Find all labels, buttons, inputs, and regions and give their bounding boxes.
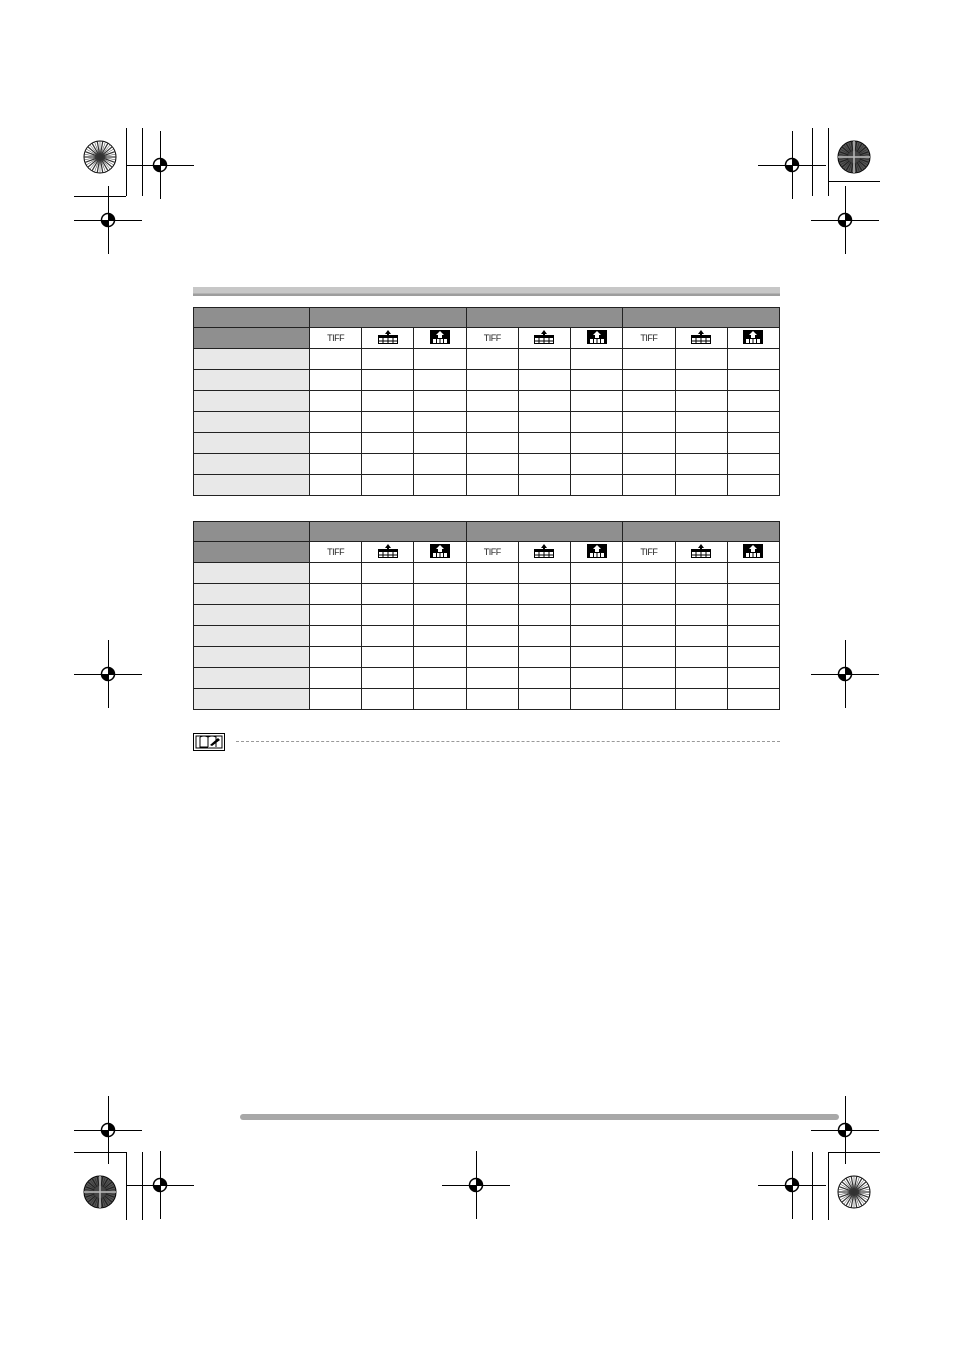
table-cell [414,563,466,584]
corner-cell [194,522,310,542]
table-cell [675,454,727,475]
table-cell [518,370,570,391]
table-cell [466,391,518,412]
table-mode-header-row [194,328,780,349]
table-cell [466,412,518,433]
table-mode-header-row [194,542,780,563]
table-cell [310,433,362,454]
table-cell [310,584,362,605]
fine-quality-icon [675,542,727,563]
row-header-cell [194,584,310,605]
row-header-cell [194,647,310,668]
table-cell [518,433,570,454]
table-cell [571,475,623,496]
table-cell [623,349,675,370]
crop-line [108,640,109,708]
row-header-cell [194,454,310,475]
crop-line [792,1151,793,1219]
group-header-cell [623,522,780,542]
table-cell [571,584,623,605]
crop-line [108,1096,109,1164]
table-cell [518,349,570,370]
table-cell [571,433,623,454]
table-cell [571,668,623,689]
table-cell [466,433,518,454]
table-cell [675,605,727,626]
crop-line [126,128,127,196]
table-cell [675,391,727,412]
table-cell [623,454,675,475]
tiff-icon [310,328,362,349]
table-cell [571,370,623,391]
tiff-icon [310,542,362,563]
table-cell [675,647,727,668]
table-cell [466,626,518,647]
table-cell [571,391,623,412]
tiff-icon [466,328,518,349]
table-cell [310,391,362,412]
table-cell [727,412,779,433]
tiff-label: TIFF [483,547,501,557]
table-cell [362,391,414,412]
crop-line [828,1152,829,1220]
table-cell [362,626,414,647]
table-cell [466,605,518,626]
table-cell [727,668,779,689]
table-cell [310,626,362,647]
table-cell [414,647,466,668]
tiff-icon [466,542,518,563]
table-row [194,454,780,475]
table-cell [414,391,466,412]
table-cell [362,349,414,370]
table-cell [518,647,570,668]
standard-quality-icon [727,328,779,349]
table-cell [623,391,675,412]
row-header-cell [194,412,310,433]
table-cell [571,412,623,433]
table-row [194,349,780,370]
table-cell [518,626,570,647]
row-header-cell [194,391,310,412]
row-header-cell [194,563,310,584]
table-cell [310,647,362,668]
table-cell [414,475,466,496]
table-cell [727,647,779,668]
table-cell [571,647,623,668]
fine-quality-icon [518,328,570,349]
table-row [194,584,780,605]
table-cell [310,370,362,391]
table-cell [727,370,779,391]
row-header-cell [194,349,310,370]
standard-quality-icon [727,542,779,563]
table-cell [518,668,570,689]
group-header-cell [466,522,623,542]
table-cell [675,584,727,605]
table-cell [310,475,362,496]
table-cell [362,370,414,391]
crop-line [160,131,161,199]
table-cell [310,563,362,584]
tiff-label: TIFF [640,333,658,343]
table-cell [675,412,727,433]
table-cell [414,605,466,626]
row-header-cell [194,370,310,391]
row-header-cell [194,433,310,454]
table-row [194,370,780,391]
table-cell [623,475,675,496]
standard-quality-icon [571,542,623,563]
table-cell [310,605,362,626]
table-cell [623,605,675,626]
row-header-cell [194,689,310,710]
table-cell [727,605,779,626]
table-cell [623,626,675,647]
table-cell [414,349,466,370]
table-row [194,626,780,647]
recordable-pictures-table-2 [193,521,780,710]
standard-quality-icon [414,542,466,563]
table-cell [518,689,570,710]
crop-line [142,1152,143,1220]
table-cell [362,647,414,668]
crop-line [828,1152,880,1153]
note-separator [236,741,780,742]
table-cell [675,668,727,689]
table-cell [623,412,675,433]
table-cell [362,412,414,433]
table-cell [466,647,518,668]
table-cell [571,689,623,710]
tiff-icon [623,542,675,563]
color-wheel-icon [837,140,871,174]
table-cell [571,454,623,475]
table-cell [466,563,518,584]
table-cell [675,563,727,584]
table-cell [362,584,414,605]
table-row [194,605,780,626]
table-cell [675,626,727,647]
table-cell [675,370,727,391]
table-cell [518,454,570,475]
table-cell [623,668,675,689]
crop-line [74,196,126,197]
table-cell [518,584,570,605]
table-cell [727,391,779,412]
mode-header-label-cell [194,328,310,349]
crop-line [812,1152,813,1220]
table-cell [727,475,779,496]
section-header-bar [193,287,780,296]
table-cell [362,689,414,710]
table-cell [414,454,466,475]
table-cell [571,349,623,370]
crop-line [812,128,813,196]
table-row [194,689,780,710]
table-cell [623,433,675,454]
tiff-label: TIFF [483,333,501,343]
table-cell [675,689,727,710]
table-cell [310,349,362,370]
table-cell [675,349,727,370]
group-header-cell [310,308,467,328]
crop-line [828,181,880,182]
table-cell [623,647,675,668]
table-cell [727,563,779,584]
recordable-pictures-table-1 [193,307,780,496]
color-wheel-icon [83,140,117,174]
table-cell [414,412,466,433]
table-cell [362,475,414,496]
crop-line [845,186,846,254]
tiff-icon [623,328,675,349]
table-cell [362,454,414,475]
fine-quality-icon [362,328,414,349]
table-cell [466,668,518,689]
standard-quality-icon [414,328,466,349]
note-icon [193,733,225,751]
crop-line [160,1151,161,1219]
table-cell [727,689,779,710]
table-cell [518,412,570,433]
table-cell [414,584,466,605]
table-row [194,563,780,584]
fine-quality-icon [675,328,727,349]
table-cell [466,349,518,370]
table-cell [518,391,570,412]
group-header-cell [466,308,623,328]
table-cell [466,584,518,605]
table-cell [414,433,466,454]
table-cell [362,563,414,584]
table-row [194,391,780,412]
table-cell [310,689,362,710]
table-cell [623,370,675,391]
row-header-cell [194,605,310,626]
table-cell [571,563,623,584]
table-cell [518,563,570,584]
table-cell [414,668,466,689]
table-cell [675,433,727,454]
table-cell [466,689,518,710]
table-cell [466,475,518,496]
table-row [194,412,780,433]
fine-quality-icon [518,542,570,563]
table-cell [727,433,779,454]
crop-line [792,131,793,199]
table-row [194,475,780,496]
table-cell [623,584,675,605]
corner-cell [194,308,310,328]
row-header-cell [194,475,310,496]
group-header-cell [623,308,780,328]
tiff-label: TIFF [327,333,345,343]
fine-quality-icon [362,542,414,563]
table-cell [362,605,414,626]
table-cell [362,668,414,689]
group-header-cell [310,522,467,542]
crop-line [74,1152,126,1153]
table-group-header-row [194,308,780,328]
table-cell [414,370,466,391]
table-group-header-row [194,522,780,542]
table-cell [623,563,675,584]
table-cell [414,626,466,647]
table-row [194,668,780,689]
crop-line [828,128,829,196]
table-cell [466,370,518,391]
table-cell [571,605,623,626]
table-cell [727,584,779,605]
table-cell [466,454,518,475]
standard-quality-icon [571,328,623,349]
table-cell [310,412,362,433]
table-cell [727,454,779,475]
table-row [194,647,780,668]
crop-line [845,1096,846,1164]
row-header-cell [194,626,310,647]
tiff-label: TIFF [327,547,345,557]
table-cell [414,689,466,710]
crop-line [845,640,846,708]
color-wheel-icon [83,1175,117,1209]
table-cell [623,689,675,710]
tiff-label: TIFF [640,547,658,557]
table-cell [675,475,727,496]
footer-bar [240,1114,839,1120]
crop-line [126,1152,127,1220]
table-cell [310,454,362,475]
row-header-cell [194,668,310,689]
table-cell [727,349,779,370]
crop-line [142,128,143,196]
table-cell [310,668,362,689]
color-wheel-icon [837,1175,871,1209]
table-cell [518,605,570,626]
mode-header-label-cell [194,542,310,563]
table-cell [362,433,414,454]
table-cell [727,626,779,647]
table-row [194,433,780,454]
crop-line [476,1151,477,1219]
table-cell [518,475,570,496]
table-cell [571,626,623,647]
